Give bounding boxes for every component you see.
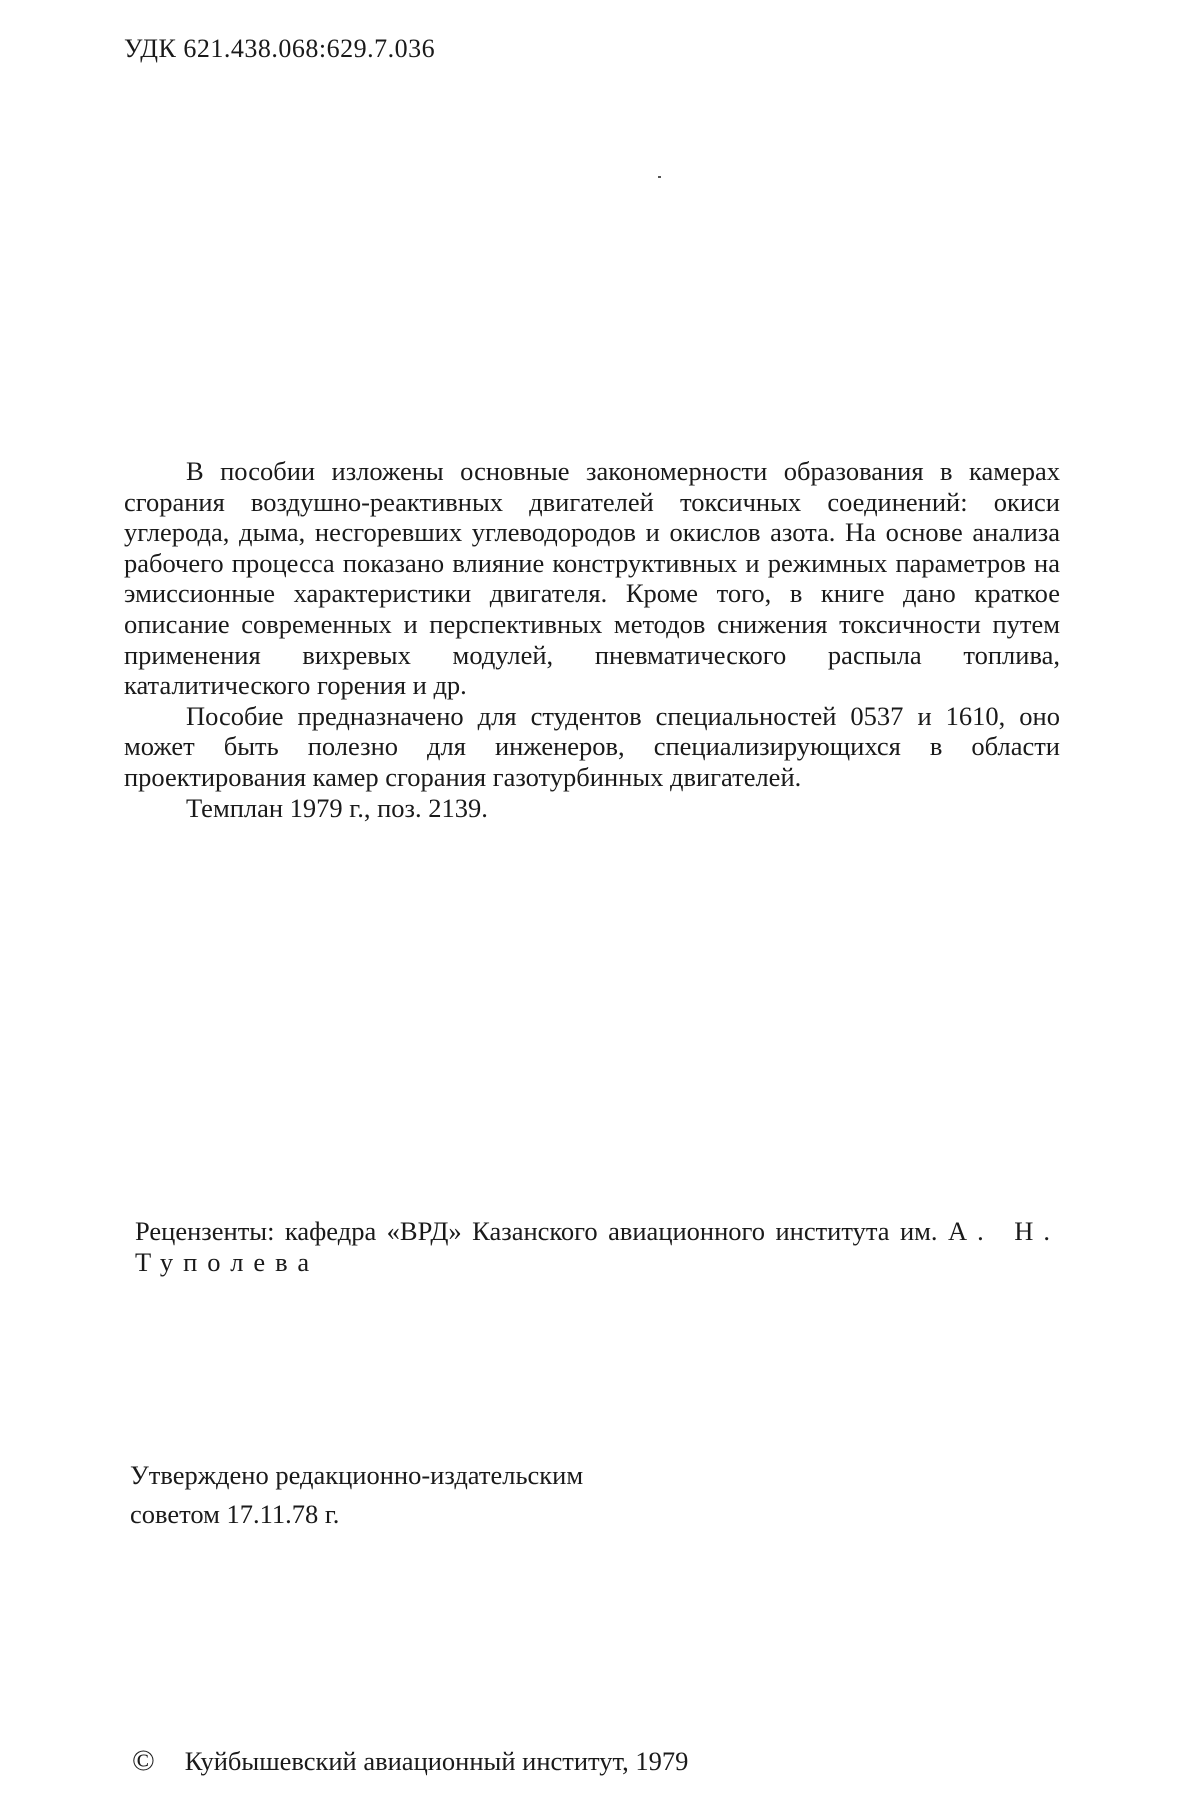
copyright: [132, 1744, 688, 1778]
approval-note: [130, 1456, 750, 1534]
copyright-text: Куйбышевский авиационный институт, 1979: [184, 1746, 689, 1776]
abstract-paragraph: В пособии изложены основные закономерности образования в камерах сгорания воздушно-реактивных двигателей токсичных соединений: окиси углерода, дыма, несгоревших углеводородов и окислов азота. На основе анализа рабочего процесса показано влияние конструктивных и режимных параметров на эмиссионные характеристики двигателя. Кроме того, в книге дано краткое описание современных и перспективных методов снижения токсичности путем применения вихревых модулей, пневматического распыла топлива, каталитического горения и др.: [124, 456, 1060, 701]
abstract-paragraph: Пособие предназначено для студентов специальностей 0537 и 1610, оно может быть полезно для инженеров, специализирующихся в области проектирования камер сгорания газотурбинных двигателей.: [124, 700, 1060, 792]
reviewers: [135, 1216, 1060, 1278]
approval-date-line: советом 17.11.78 г.: [130, 1499, 340, 1529]
udk-code: УДК 621.438.068:629.7.036: [124, 34, 436, 63]
print-speck: [658, 176, 661, 178]
reviewers-text: Рецензенты: кафедра «ВРД» Казанского авиационного института им.: [135, 1216, 938, 1246]
reviewer-name: А. Н. Туполева: [135, 1216, 1061, 1277]
approval-line: Утверждено редакционно-издательским: [130, 1460, 584, 1490]
plan-reference: Темплан 1979 г., поз. 2139.: [186, 792, 488, 823]
copyright-icon: ©: [132, 1744, 155, 1777]
abstract: [124, 456, 1060, 823]
